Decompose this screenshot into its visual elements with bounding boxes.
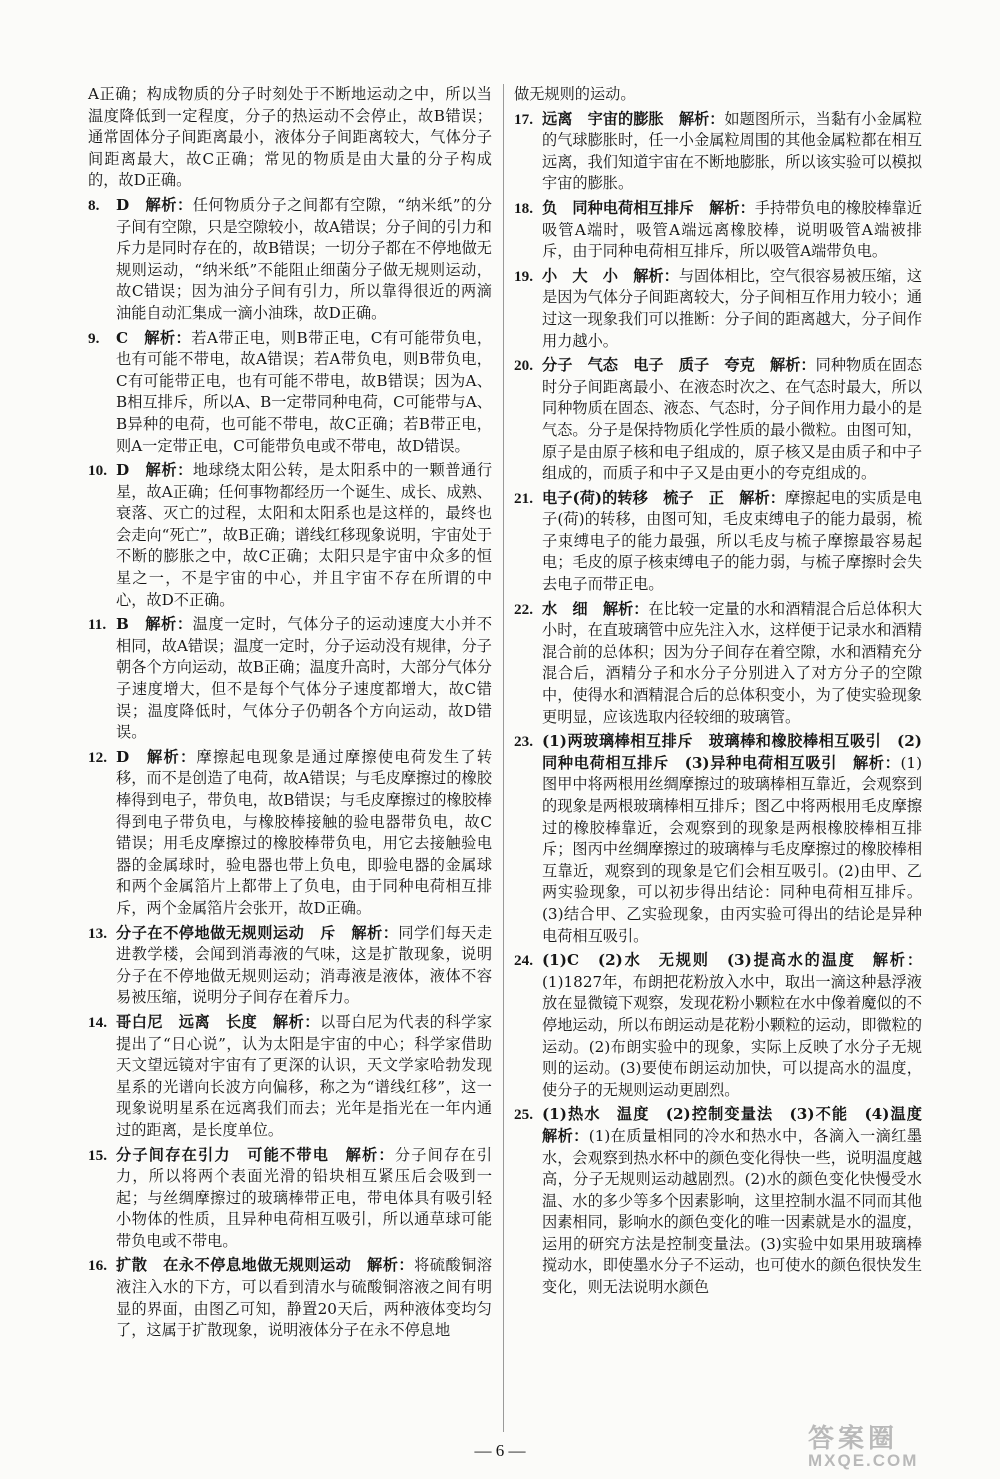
explanation-text: 同学们每天走进教学楼，会闻到消毒液的气味，这是扩散现象，说明分子在不停地做无规则运动；消毒液是液体，液体不容易被压缩，说明分子间存在着斥力。	[116, 923, 492, 1007]
analysis-label: 解析：	[272, 1012, 320, 1031]
answer-key: 电子(荷)的转移 梳子 正	[542, 488, 725, 507]
explanation-text: A正确；构成物质的分子时刻处于不断地运动之中，所以当温度降低到一定程度，分子的热运动不会停止，故B错误；通常固体分子间距离最小，液体分子间距离较大，气体分子间距离最大，故C正确；常见的物质是由大量的分子构成的，故D正确。	[88, 85, 492, 190]
item-number: 8.	[88, 196, 100, 214]
answer-item	[88, 195, 492, 325]
explanation-text: 若A带正电，则B带正电，C有可能带负电，也有可能不带电，故A错误；若A带负电，则B带负电，C有可能带正电，也有可能不带电，故B错误；因为A、B相互排斥，所以A、B一定带同种电荷，C可能带与A、B异种的电荷，也可能不带电，故C正确；若B带正电，则A一定带正电，C可能带负电或不带电，故D错误。	[116, 328, 493, 455]
analysis-label: 解析：	[709, 198, 755, 217]
item-number: 9.	[88, 329, 100, 347]
analysis-label: 解析：	[144, 328, 192, 347]
answer-item	[88, 923, 492, 1009]
item-number: 12.	[88, 748, 107, 766]
answer-key: D	[116, 747, 130, 766]
explanation-text: 分子间存在引力，所以将两个表面光滑的铅块相互紧压后会吸到一起；与丝绸摩擦过的玻璃棒带正电，带电体具有吸引轻小物体的性质，且异种电荷相互吸引，所以通草球可能带负电或不带电。	[116, 1145, 493, 1250]
analysis-label: 解析：	[145, 461, 193, 480]
item-number: 18.	[514, 199, 533, 217]
analysis-label: 解析：	[351, 923, 399, 942]
item-number: 11.	[88, 616, 107, 634]
page-number: — 6 —	[474, 1441, 526, 1460]
answer-key: C	[116, 328, 129, 347]
answer-key: 扩散 在永不停息地做无规则运动	[116, 1256, 352, 1275]
answer-key: 哥白尼 远离 长度	[116, 1012, 258, 1031]
answer-item	[88, 328, 492, 458]
item-number: 10.	[88, 462, 107, 480]
explanation-text: 摩擦起电现象是通过摩擦使电荷发生了转移，而不是创造了电荷，故A错误；与毛皮摩擦过的橡胶棒得到电子，带负电，故B错误；与毛皮摩擦过的橡胶棒得到电子带负电，与橡胶棒接触的验电器带负电，故C错误；用毛皮摩擦过的橡胶棒带负电，用它去接触验电器的金属球时，验电器也带上负电，即验电器的金属球和两个金属箔片上都带上了负电，由于同种电荷相互排斥，两个金属箔片会张开，故D正确。	[116, 747, 493, 917]
column-divider	[503, 84, 504, 1432]
explanation-text: 温度一定时，气体分子的运动速度大小并不相同，故A错误；温度一定时，分子运动没有规律，分子朝各个方向运动，故B正确；温度升高时，大部分气体分子速度增大，但不是每个气体分子速度都增大，故C错误；温度降低时，气体分子仍朝各个方向运动，故D错误。	[116, 615, 493, 742]
explanation-text: (1)1827年，布朗把花粉放入水中，取出一滴这种悬浮液放在显微镜下观察，发现花粉小颗粒在水中像着魔似的不停地运动，所以布朗运动是花粉小颗粒的运动，即微粒的运动。(2)布朗实验中的现象，实际上反映了水分子无规则的运动。(3)要使布朗运动加快，可以提高水的温度，使分子的无规则运动更剧烈。	[542, 972, 922, 1099]
explanation-text: 以哥白尼为代表的科学家提出了“日心说”，认为太阳是宇宙的中心；科学家借助天文望远镜对宇宙有了更深的认识，天文学家哈勃发现星系的光谱向长波方向偏移，称之为“谱线红移”，这一现象说明星系在远离我们而去；光年是指光在一年内通过的距离，是长度单位。	[116, 1012, 492, 1139]
item-number: 24.	[514, 952, 533, 970]
answer-item	[514, 731, 922, 947]
answer-key: 分子在不停地做无规则运动 斥	[116, 923, 336, 942]
answer-item	[514, 599, 922, 729]
answer-item	[88, 747, 492, 920]
analysis-label: 解析：	[852, 753, 901, 772]
explanation-text: 地球绕太阳公转，是太阳系中的一颗普通行星，故A正确；任何事物都经历一个诞生、成长、成熟、衰落、灭亡的过程，太阳和太阳系也是这样的，最终也会走向“死亡”，故B正确；谱线红移现象说明，宇宙处于不断的膨胀之中，故C正确；太阳只是宇宙中众多的恒星之一，不是宇宙的中心，并且宇宙不存在所谓的中心，故D不正确。	[116, 461, 493, 609]
answer-item	[514, 198, 922, 263]
answer-key: (1)两玻璃棒相互排斥 玻璃棒和橡胶棒相互吸引 (2)同种电荷相互排斥 (3)异种电荷相互吸引	[542, 732, 922, 772]
answer-key: D	[116, 195, 130, 214]
analysis-label: 解析：	[542, 1126, 589, 1145]
item-number: 13.	[88, 924, 107, 942]
analysis-label: 解析：	[146, 747, 197, 766]
item-number: 20.	[514, 357, 533, 375]
answer-item	[88, 460, 492, 611]
analysis-label: 解析：	[602, 599, 649, 618]
item-number: 23.	[514, 733, 533, 751]
answer-item	[88, 1145, 492, 1253]
item-number: 21.	[514, 489, 533, 507]
answer-key: 远离 宇宙的膨胀	[542, 109, 664, 128]
right-column	[514, 84, 922, 1302]
answer-item	[514, 1104, 922, 1298]
explanation-text: (1)在质量相同的冷水和热水中，各滴入一滴红墨水，会观察到热水杯中的颜色变化得快一些，说明温度越高，分子无规则运动越剧烈。(2)水的颜色变化快慢受水温、水的多少等多个因素影响，这里控制水温不同而其他因素相同，影响水的颜色变化的唯一因素就是水的温度，运用的研究方法是控制变量法。(3)实验中如果用玻璃棒搅动水，即使墨水分子不运动，也可使水的颜色很快发生变化，则无法说明水颜色	[542, 1126, 923, 1297]
answer-key: D	[116, 461, 130, 480]
watermark-logo	[808, 1418, 988, 1474]
left-column	[88, 84, 492, 1345]
continued-text	[88, 84, 492, 192]
answer-key: (1)热水 温度 (2)控制变量法 (3)不能 (4)温度	[542, 1105, 922, 1124]
explanation-text: 手持带负电的橡胶棒靠近吸管A端时，吸管A端远离橡胶棒，说明吸管A端被排斥，由于同种电荷相互排斥，所以吸管A端带负电。	[542, 198, 923, 261]
explanation-text: 将硫酸铜溶液注入水的下方，可以看到清水与硫酸铜溶液之间有明显的界面，由图乙可知，静置20天后，两种液体变均匀了，这属于扩散现象，说明液体分子在永不停息地	[116, 1256, 492, 1340]
item-number: 25.	[514, 1106, 533, 1124]
watermark-title: 答案圈	[808, 1423, 899, 1453]
item-number: 22.	[514, 600, 533, 618]
answer-key: (1)C (2)水 无规则 (3)提高水的温度	[542, 951, 856, 970]
item-number: 16.	[88, 1257, 107, 1275]
explanation-text: 做无规则的运动。	[514, 85, 636, 103]
item-number: 19.	[514, 267, 533, 285]
explanation-text: 在比较一定量的水和酒精混合后总体积大小时，在直玻璃管中应先注入水，这样便于记录水和酒精混合前的总体积；因为分子间存在着空隙，水和酒精充分混合后，酒精分子和水分子分别进入了对方分子的空隙中，使得水和酒精混合后的总体积变小，为了使实验现象更明显，应该选取内径较细的玻璃管。	[542, 599, 923, 726]
answer-item	[88, 614, 492, 744]
explanation-text: 同种物质在固态时分子间距离最小、在液态时次之、在气态时最大，所以同种物质在固态、液态、气态时，分子间作用力最小的是气态。分子是保持物质化学性质的最小微粒。由图可知，原子是由原子核和电子组成的，原子核又是由质子和中子组成的，而质子和中子又是由更小的夸克组成的。	[542, 356, 923, 483]
item-number: 15.	[88, 1146, 107, 1164]
answer-item	[514, 488, 922, 596]
analysis-label: 解析：	[678, 109, 725, 128]
item-number: 14.	[88, 1013, 107, 1031]
analysis-label: 解析：	[145, 195, 193, 214]
analysis-label: 解析：	[739, 488, 785, 507]
analysis-label: 解析：	[367, 1256, 415, 1275]
analysis-label: 解析：	[770, 356, 816, 375]
answer-item	[514, 950, 922, 1101]
watermark-url: MXQE.COM	[808, 1451, 919, 1470]
explanation-text: (1)图甲中将两根用丝绸摩擦过的玻璃棒相互靠近，会观察到的现象是两根玻璃棒相互排斥；图乙中将两根用毛皮摩擦过的橡胶棒靠近，会观察到的现象是两根橡胶棒相互排斥；图丙中丝绸摩擦过的玻璃棒与毛皮摩擦过的橡胶棒相互靠近，观察到的现象是它们会相互吸引。(2)由甲、乙两实验现象，可以初步得出结论：同种电荷相互排斥。(3)结合甲、乙实验现象，由丙实验可得出的结论是异种电荷相互吸引。	[542, 753, 923, 945]
answer-key: B	[116, 615, 129, 634]
answer-item	[88, 1012, 492, 1142]
answer-item	[514, 355, 922, 485]
answer-key: 负 同种电荷相互排斥	[542, 198, 695, 217]
answer-key: 小 大 小	[542, 266, 619, 285]
explanation-text: 如题图所示，当黏有小金属粒的气球膨胀时，任一小金属粒周围的其他金属粒都在相互远离，我们知道宇宙在不断地膨胀，所以该实验可以模拟宇宙的膨胀。	[542, 109, 923, 193]
explanation-text: 摩擦起电的实质是电子(荷)的转移，由图可知，毛皮束缚电子的能力最弱，梳子束缚电子的能力最强，所以毛皮与梳子摩擦最容易起电；毛皮的原子核束缚电子的能力弱，与梳子摩擦时会失去电子而带正电。	[542, 488, 923, 594]
answer-key: 分子 气态 电子 质子 夸克	[542, 356, 755, 375]
answer-item	[88, 1255, 492, 1341]
analysis-label: 解析：	[872, 951, 923, 970]
continued-text	[514, 84, 922, 106]
answer-key: 分子间存在引力 可能不带电	[116, 1145, 330, 1164]
explanation-text: 任何物质分子之间都有空隙，“纳米纸”的分子间有空隙，只是空隙较小，故A错误；分子间的引力和斥力是同时存在的，故B错误；一切分子都在不停地做无规则运动，“纳米纸”不能阻止细菌分子做无规则运动，故C错误；因为油分子间有引力，所以靠得很近的两滴油能自动汇集成一滴小油珠，故D正确。	[116, 195, 493, 322]
explanation-text: 与固体相比，空气很容易被压缩，这是因为气体分子间距离较大，分子间相互作用力较小；通过这一现象我们可以推断：分子间的距离越大，分子间作用力越小。	[542, 266, 923, 350]
analysis-label: 解析：	[145, 615, 193, 634]
analysis-label: 解析：	[633, 266, 679, 285]
analysis-label: 解析：	[345, 1145, 395, 1164]
answer-item	[514, 109, 922, 195]
item-number: 17.	[514, 110, 533, 128]
answer-item	[514, 266, 922, 352]
answer-key: 水 细	[542, 599, 588, 618]
